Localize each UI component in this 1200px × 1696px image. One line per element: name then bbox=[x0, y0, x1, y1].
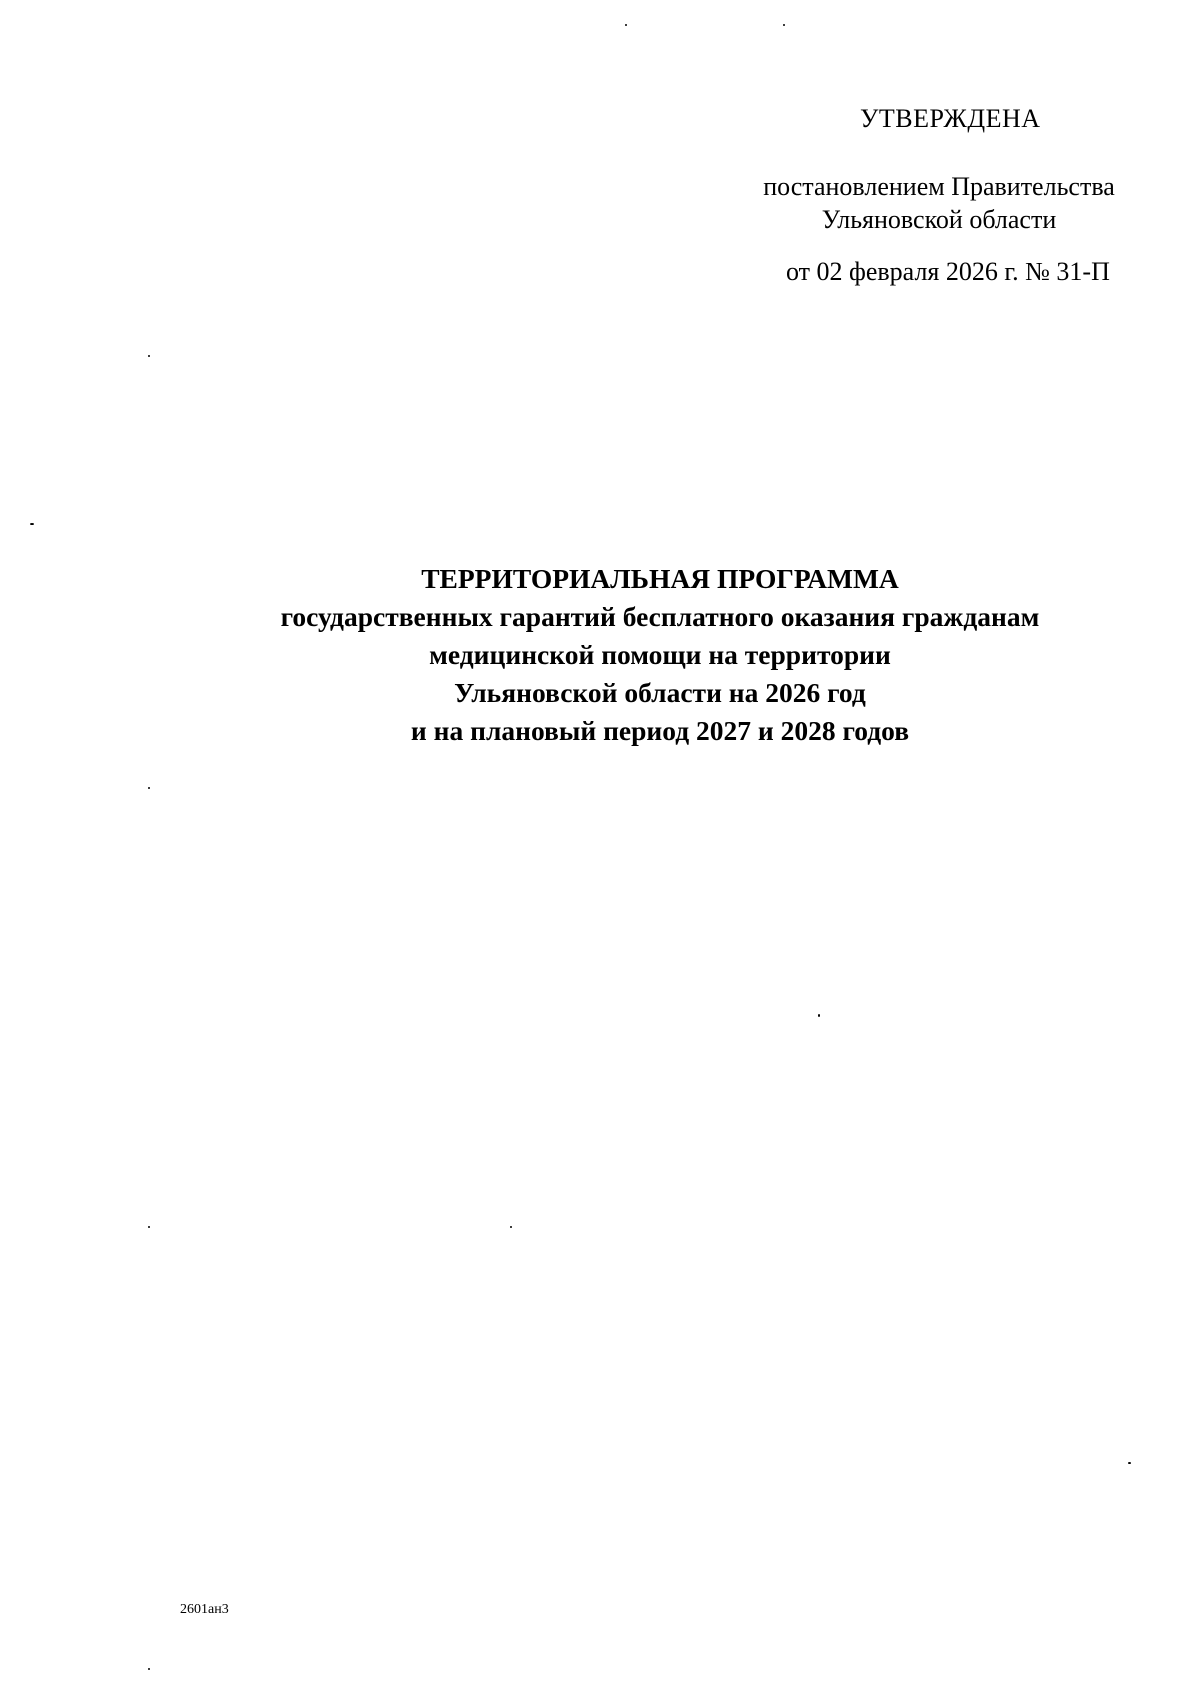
document-title-line-2: государственных гарантий бесплатного оказания гражданам bbox=[280, 601, 1040, 632]
approval-issuer-line-1: постановлением Правительства bbox=[763, 172, 1115, 201]
scan-speck bbox=[30, 523, 34, 525]
scan-speck bbox=[148, 1226, 150, 1228]
scan-speck bbox=[625, 24, 627, 26]
document-title bbox=[150, 560, 1170, 750]
scan-speck bbox=[1128, 1462, 1131, 1464]
approval-date: от 02 февраля 2026 г. № 31-П bbox=[786, 257, 1110, 286]
scan-speck bbox=[818, 1014, 820, 1017]
document-code: 2601ан3 bbox=[180, 1602, 229, 1617]
document-title-line-5: и на плановый период 2027 и 2028 годов bbox=[410, 715, 910, 746]
scan-speck bbox=[148, 787, 150, 789]
scan-speck bbox=[783, 24, 785, 26]
scan-speck bbox=[148, 1668, 150, 1670]
approval-issuer-line-2: Ульяновской области bbox=[821, 205, 1057, 234]
approval-issuer bbox=[700, 170, 1178, 236]
document-title-line-3: медицинской помощи на территории bbox=[429, 639, 891, 670]
scan-speck bbox=[148, 355, 150, 357]
document-title-line-4: Ульяновской области на 2026 год bbox=[454, 677, 866, 708]
scan-speck bbox=[510, 1226, 512, 1228]
approval-heading: УТВЕРЖДЕНА bbox=[860, 104, 1041, 133]
document-title-line-1: ТЕРРИТОРИАЛЬНАЯ ПРОГРАММА bbox=[421, 563, 899, 594]
